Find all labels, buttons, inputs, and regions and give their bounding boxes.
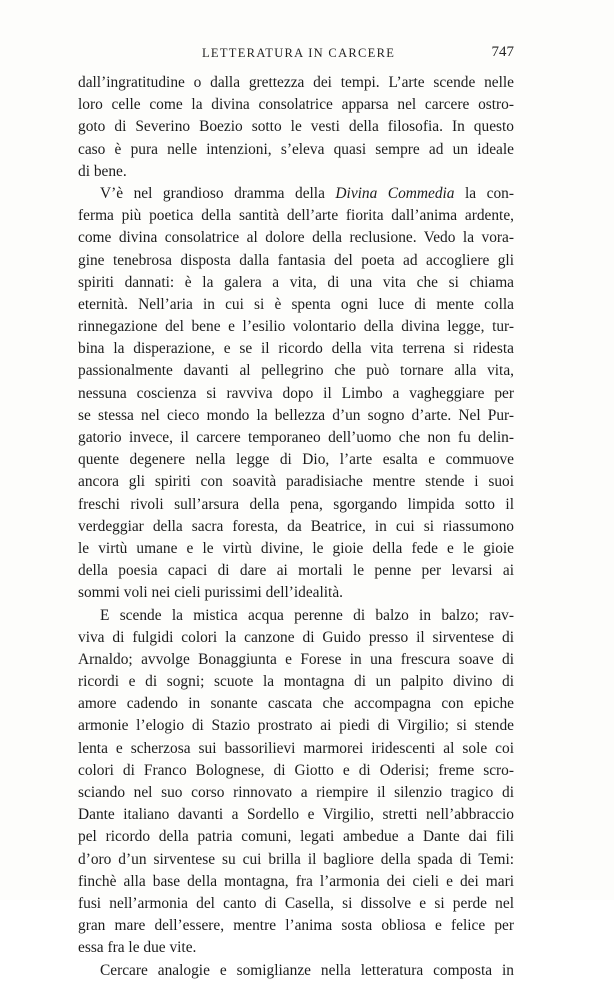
body-text xyxy=(78,72,514,982)
text-run: la con- xyxy=(465,184,514,202)
paragraph-1 xyxy=(78,72,514,183)
text-line: amore cadendo in sonante cascata che accompagna con epiche xyxy=(78,695,514,713)
text-line: E scende la mistica acqua perenne di balzo in balzo; rav- xyxy=(100,606,514,624)
text-line: ancora gli spiriti con soavità paradisiache mentre stende i suoi xyxy=(78,473,514,491)
text-line: viva di fulgidi colori la canzone di Guido presso il sirventese di xyxy=(78,628,514,646)
work-title: Divina Commedia xyxy=(335,184,455,202)
text-line: verdeggiar della sacra foresta, da Beatrice, in cui si riassumono xyxy=(78,517,514,535)
text-line: freschi rivoli sull’arsura della pena, sgorgando limpida sotto il xyxy=(78,495,514,513)
text-line: gatorio invece, il carcere temporaneo dell’uomo che non fu delin- xyxy=(78,429,514,446)
text-line: loro celle come la divina consolatrice apparsa nel carcere ostro- xyxy=(78,96,514,114)
text-line: dall’ingratitudine o dalla grettezza dei tempi. L’arte scende nelle xyxy=(78,74,514,91)
text-line: bina la disperazione, e se il ricordo della vita terrena si ridesta xyxy=(78,340,514,358)
paragraph-4 xyxy=(78,960,514,982)
text-run: V’è nel grandioso dramma della xyxy=(100,184,325,202)
text-line: Arnaldo; avvolge Bonaggiunta e Forese in una frescura soave di xyxy=(78,650,514,668)
text-line: fusi nell’armonia del canto di Casella, si dissolve e si perde nel xyxy=(78,894,514,912)
text-line: armonie l’elogio di Stazio prostrato ai piedi di Virgilio; si stende xyxy=(78,717,514,735)
text-line: di bene. xyxy=(78,162,127,180)
text-line: eternità. Nell’aria in cui si è spenta ogni luce di mente colla xyxy=(78,295,514,313)
text-line: rinnegazione del bene e l’esilio volontario della divina legge, tur- xyxy=(78,318,514,336)
text-line: d’oro d’un sirventese su cui brilla il bagliore della spada di Temi: xyxy=(78,850,514,868)
text-line: gine tenebrosa disposta dalla fantasia del poeta ad accogliere gli xyxy=(78,251,514,269)
text-line: come divina consolatrice al dolore della reclusione. Vedo la vora- xyxy=(78,229,514,247)
text-line: caso è pura nelle intenzioni, s’eleva quasi sempre ad un ideale xyxy=(78,140,514,158)
text-line: della poesia capaci di dare ai mortali le penne per levarsi ai xyxy=(78,562,514,580)
text-line: colori di Franco Bolognese, di Giotto e di Oderisi; freme scro- xyxy=(78,761,514,779)
text-line: passionalmente davanti al pellegrino che può tornare alla vita, xyxy=(78,362,514,380)
text-line: se stessa nel cieco mondo la bellezza d’un sogno d’arte. Nel Pur- xyxy=(78,406,514,424)
page-number: 747 xyxy=(491,44,514,60)
text-line: spiriti dannati: è la galera a vita, di una vita che si chiama xyxy=(78,273,514,291)
text-line-with-title xyxy=(78,183,514,205)
text-line: essa fra le due vite. xyxy=(78,939,197,957)
paragraph-2 xyxy=(78,183,514,605)
running-head xyxy=(78,46,514,68)
text-line: pel ricordo della patria comuni, legati ambedue a Dante dai fili xyxy=(78,828,514,846)
running-title: LETTERATURA IN CARCERE xyxy=(202,46,396,60)
text-line: nessuna coscienza si ravviva dopo il Limbo a vagheggiare per xyxy=(78,384,514,402)
text-line: lenta e scherzosa sui bassorilievi marmorei iridescenti al sole coi xyxy=(78,739,514,757)
text-line: sommi voli nei cieli purissimi dell’idealità. xyxy=(78,584,344,602)
paragraph-3 xyxy=(78,605,514,960)
text-line: quente degenere nella legge di Dio, l’arte esalta e commuove xyxy=(78,451,514,469)
text-line: Dante italiano davanti a Sordello e Virgilio, stretti nell’abbraccio xyxy=(78,806,514,824)
text-line: le virtù umane e le virtù divine, le gioie della fede e le gioie xyxy=(78,539,514,557)
text-line: gran mare dell’essere, mentre l’anima sosta obliosa e felice per xyxy=(78,917,514,935)
text-line: sciando nel suo corso rinnovato a riempire il silenzio tragico di xyxy=(78,784,514,801)
text-line: ricordi e di sogni; scuote la montagna di un palpito divino di xyxy=(78,673,514,691)
text-line: Cercare analogie e somiglianze nella letteratura composta in xyxy=(100,961,514,979)
text-line: finchè alla base della montagna, fra l’armonia dei cieli e dei mari xyxy=(78,872,514,890)
text-line: goto di Severino Boezio sotto le vesti della filosofia. In questo xyxy=(78,118,514,136)
text-line: ferma più poetica della santità dell’arte fiorita dall’anima ardente, xyxy=(78,207,514,225)
